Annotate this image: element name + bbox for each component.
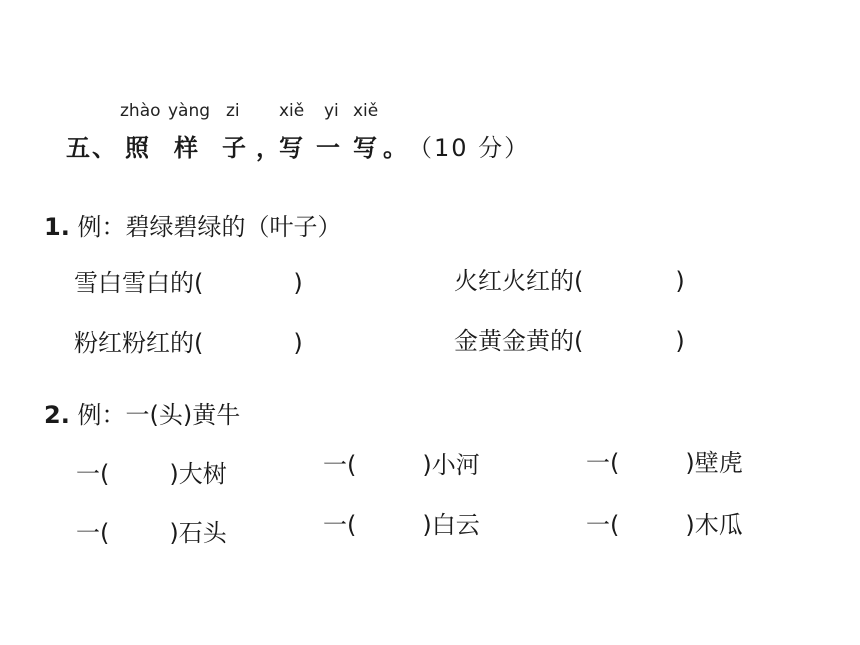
q1-item-2-prefix: 火红火红的( [454, 267, 584, 295]
q1-item-1-prefix: 雪白雪白的( [74, 269, 204, 297]
q2-example: 例：一(头)黄牛 [77, 401, 241, 429]
q2-number: 2. [44, 401, 70, 429]
q1-item-2 [454, 261, 685, 296]
title-number: 五、 [66, 134, 118, 162]
q2-item-6-suffix: )木瓜 [685, 511, 743, 539]
q2-item-3-prefix: 一( [586, 449, 620, 477]
q2-item-2 [323, 445, 480, 480]
q2-heading [44, 395, 240, 430]
q1-item-3-suffix: ) [293, 329, 303, 357]
q2-item-2-suffix: )小河 [422, 451, 480, 479]
q2-item-5-prefix: 一( [323, 511, 357, 539]
title-char-xie-2: 写 [353, 134, 379, 162]
q1-item-4 [454, 321, 685, 356]
q2-item-1 [76, 454, 227, 489]
q2-item-5-suffix: )白云 [422, 511, 480, 539]
q1-item-1 [74, 263, 303, 298]
title-char-yang: 样 [174, 134, 200, 162]
q2-item-2-prefix: 一( [323, 451, 357, 479]
title-char-zhao: 照 [125, 134, 151, 162]
pinyin-xie-2: xiě [353, 101, 379, 121]
pinyin-yang: yàng [168, 101, 211, 121]
pinyin-xie-1: xiě [279, 101, 305, 121]
q2-item-1-suffix: )大树 [169, 460, 227, 488]
q2-item-4 [76, 513, 227, 548]
q1-item-1-suffix: ) [293, 269, 303, 297]
title-char-zi: 子 [222, 134, 248, 162]
title-period: 。 [383, 134, 409, 162]
q1-item-3 [74, 323, 303, 358]
q1-item-3-prefix: 粉红粉红的( [74, 329, 204, 357]
q1-item-2-suffix: ) [675, 267, 685, 295]
q2-item-3-suffix: )壁虎 [685, 449, 743, 477]
pinyin-yi: yi [324, 101, 339, 121]
pinyin-zi: zi [226, 101, 240, 121]
title-char-yi: 一 [316, 134, 342, 162]
q2-item-4-prefix: 一( [76, 519, 110, 547]
q1-heading [44, 207, 341, 242]
pinyin-zhao: zhào [120, 101, 161, 121]
q2-item-4-suffix: )石头 [169, 519, 227, 547]
q1-item-4-suffix: ) [675, 327, 685, 355]
q1-example: 例：碧绿碧绿的（叶子） [77, 213, 342, 241]
q1-item-4-prefix: 金黄金黄的( [454, 327, 584, 355]
q2-item-6-prefix: 一( [586, 511, 620, 539]
q2-item-1-prefix: 一( [76, 460, 110, 488]
title-char-xie-1: 写 [279, 134, 305, 162]
q2-item-6 [586, 505, 743, 540]
section-title [66, 128, 118, 163]
q1-number: 1. [44, 213, 70, 241]
title-score: （10 分） [408, 134, 531, 162]
title-comma: ， [256, 134, 282, 162]
q2-item-3 [586, 443, 743, 478]
q2-item-5 [323, 505, 480, 540]
